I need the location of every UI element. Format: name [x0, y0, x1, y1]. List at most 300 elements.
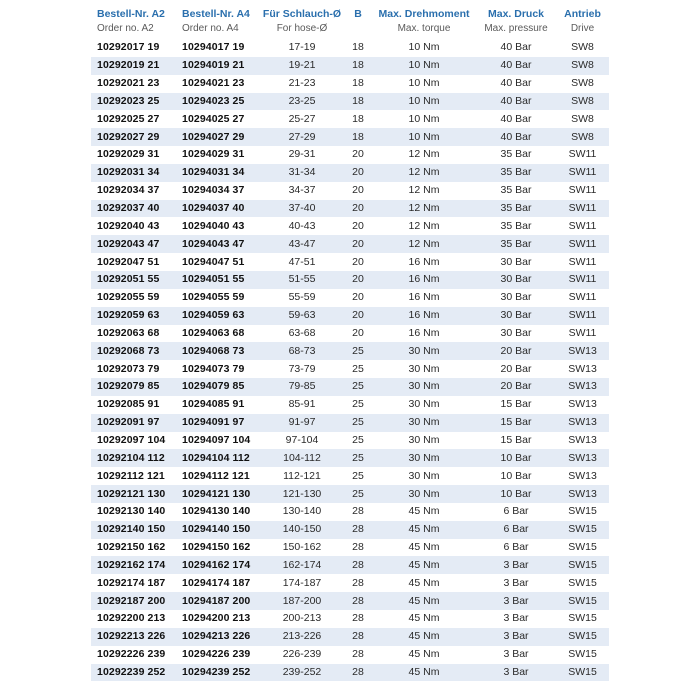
cell-hose-diameter: 213-226	[260, 628, 344, 646]
cell-max-torque: 30 Nm	[372, 467, 476, 485]
cell-order-no-a2: 10292029 31	[91, 146, 176, 164]
table-row	[91, 325, 609, 343]
cell-order-no-a4: 10294047 51	[176, 253, 260, 271]
cell-width-b: 18	[344, 110, 372, 128]
cell-order-no-a2: 10292162 174	[91, 556, 176, 574]
hose-clamp-spec-table	[91, 0, 609, 681]
cell-width-b: 20	[344, 182, 372, 200]
cell-order-no-a2: 10292034 37	[91, 182, 176, 200]
cell-max-pressure: 20 Bar	[476, 378, 556, 396]
header-order-a4-en: Order no. A4	[176, 21, 260, 39]
cell-width-b: 18	[344, 75, 372, 93]
cell-drive: SW11	[556, 271, 609, 289]
table-row	[91, 521, 609, 539]
cell-max-torque: 45 Nm	[372, 574, 476, 592]
table-row	[91, 342, 609, 360]
cell-max-torque: 10 Nm	[372, 93, 476, 111]
cell-max-torque: 45 Nm	[372, 556, 476, 574]
cell-drive: SW15	[556, 521, 609, 539]
cell-order-no-a4: 10294031 34	[176, 164, 260, 182]
cell-hose-diameter: 104-112	[260, 449, 344, 467]
cell-order-no-a2: 10292047 51	[91, 253, 176, 271]
cell-hose-diameter: 47-51	[260, 253, 344, 271]
cell-max-pressure: 6 Bar	[476, 503, 556, 521]
cell-width-b: 20	[344, 217, 372, 235]
cell-drive: SW13	[556, 432, 609, 450]
cell-order-no-a4: 10294200 213	[176, 610, 260, 628]
cell-max-pressure: 3 Bar	[476, 664, 556, 682]
cell-order-no-a2: 10292104 112	[91, 449, 176, 467]
cell-max-torque: 45 Nm	[372, 664, 476, 682]
cell-hose-diameter: 162-174	[260, 556, 344, 574]
cell-max-torque: 30 Nm	[372, 414, 476, 432]
cell-drive: SW15	[556, 503, 609, 521]
table-row	[91, 110, 609, 128]
table-row	[91, 485, 609, 503]
cell-max-pressure: 35 Bar	[476, 200, 556, 218]
cell-hose-diameter: 29-31	[260, 146, 344, 164]
cell-drive: SW8	[556, 39, 609, 57]
cell-order-no-a4: 10294055 59	[176, 289, 260, 307]
cell-drive: SW11	[556, 164, 609, 182]
cell-max-torque: 30 Nm	[372, 360, 476, 378]
cell-max-pressure: 10 Bar	[476, 467, 556, 485]
cell-width-b: 25	[344, 467, 372, 485]
cell-width-b: 25	[344, 360, 372, 378]
cell-max-torque: 45 Nm	[372, 610, 476, 628]
cell-order-no-a2: 10292140 150	[91, 521, 176, 539]
cell-order-no-a2: 10292017 19	[91, 39, 176, 57]
cell-max-torque: 30 Nm	[372, 485, 476, 503]
cell-width-b: 20	[344, 200, 372, 218]
table-row	[91, 449, 609, 467]
cell-drive: SW11	[556, 325, 609, 343]
cell-max-pressure: 20 Bar	[476, 342, 556, 360]
table-row	[91, 360, 609, 378]
cell-order-no-a2: 10292059 63	[91, 307, 176, 325]
cell-width-b: 25	[344, 378, 372, 396]
cell-drive: SW11	[556, 235, 609, 253]
cell-max-pressure: 35 Bar	[476, 217, 556, 235]
cell-width-b: 18	[344, 39, 372, 57]
cell-drive: SW15	[556, 664, 609, 682]
table-row	[91, 289, 609, 307]
cell-hose-diameter: 43-47	[260, 235, 344, 253]
cell-hose-diameter: 17-19	[260, 39, 344, 57]
cell-max-pressure: 30 Bar	[476, 253, 556, 271]
cell-width-b: 20	[344, 146, 372, 164]
cell-hose-diameter: 112-121	[260, 467, 344, 485]
header-hose-diameter-de: Für Schlauch-Ø	[260, 0, 344, 21]
cell-max-torque: 45 Nm	[372, 646, 476, 664]
cell-drive: SW8	[556, 93, 609, 111]
table-body	[91, 39, 609, 681]
cell-drive: SW8	[556, 75, 609, 93]
cell-order-no-a2: 10292063 68	[91, 325, 176, 343]
header-order-a4-de: Bestell-Nr. A4	[176, 0, 260, 21]
cell-max-pressure: 10 Bar	[476, 449, 556, 467]
cell-max-pressure: 10 Bar	[476, 485, 556, 503]
cell-max-pressure: 6 Bar	[476, 539, 556, 557]
cell-max-pressure: 40 Bar	[476, 39, 556, 57]
cell-drive: SW11	[556, 200, 609, 218]
cell-hose-diameter: 37-40	[260, 200, 344, 218]
header-max-pressure-de: Max. Druck	[476, 0, 556, 21]
cell-max-torque: 12 Nm	[372, 146, 476, 164]
cell-order-no-a4: 10294017 19	[176, 39, 260, 57]
cell-order-no-a4: 10294059 63	[176, 307, 260, 325]
cell-order-no-a2: 10292091 97	[91, 414, 176, 432]
cell-max-torque: 10 Nm	[372, 110, 476, 128]
header-row-english	[91, 21, 609, 39]
cell-width-b: 18	[344, 93, 372, 111]
cell-order-no-a4: 10294091 97	[176, 414, 260, 432]
header-width-b: B	[344, 0, 372, 21]
cell-max-torque: 30 Nm	[372, 378, 476, 396]
cell-drive: SW15	[556, 556, 609, 574]
cell-drive: SW13	[556, 449, 609, 467]
cell-max-pressure: 35 Bar	[476, 164, 556, 182]
cell-width-b: 20	[344, 235, 372, 253]
cell-max-torque: 45 Nm	[372, 628, 476, 646]
cell-width-b: 25	[344, 449, 372, 467]
cell-max-torque: 16 Nm	[372, 289, 476, 307]
cell-width-b: 20	[344, 164, 372, 182]
cell-width-b: 25	[344, 414, 372, 432]
header-drive-en: Drive	[556, 21, 609, 39]
cell-order-no-a2: 10292021 23	[91, 75, 176, 93]
cell-drive: SW11	[556, 253, 609, 271]
cell-width-b: 20	[344, 253, 372, 271]
cell-hose-diameter: 79-85	[260, 378, 344, 396]
cell-max-torque: 10 Nm	[372, 128, 476, 146]
cell-order-no-a4: 10294051 55	[176, 271, 260, 289]
cell-order-no-a4: 10294226 239	[176, 646, 260, 664]
cell-max-torque: 30 Nm	[372, 432, 476, 450]
cell-order-no-a2: 10292226 239	[91, 646, 176, 664]
cell-width-b: 20	[344, 271, 372, 289]
cell-order-no-a4: 10294140 150	[176, 521, 260, 539]
cell-order-no-a4: 10294104 112	[176, 449, 260, 467]
cell-hose-diameter: 150-162	[260, 539, 344, 557]
table-row	[91, 253, 609, 271]
cell-width-b: 28	[344, 503, 372, 521]
cell-order-no-a2: 10292097 104	[91, 432, 176, 450]
header-max-pressure-en: Max. pressure	[476, 21, 556, 39]
cell-drive: SW15	[556, 574, 609, 592]
cell-max-torque: 10 Nm	[372, 75, 476, 93]
cell-drive: SW13	[556, 396, 609, 414]
cell-order-no-a2: 10292019 21	[91, 57, 176, 75]
cell-order-no-a4: 10294019 21	[176, 57, 260, 75]
cell-max-torque: 45 Nm	[372, 592, 476, 610]
cell-drive: SW13	[556, 467, 609, 485]
cell-max-torque: 12 Nm	[372, 182, 476, 200]
cell-drive: SW11	[556, 289, 609, 307]
cell-width-b: 28	[344, 610, 372, 628]
table-row	[91, 200, 609, 218]
cell-max-torque: 30 Nm	[372, 396, 476, 414]
cell-max-pressure: 3 Bar	[476, 556, 556, 574]
cell-hose-diameter: 85-91	[260, 396, 344, 414]
table-row	[91, 646, 609, 664]
cell-order-no-a2: 10292040 43	[91, 217, 176, 235]
cell-max-torque: 12 Nm	[372, 217, 476, 235]
cell-width-b: 25	[344, 432, 372, 450]
cell-order-no-a4: 10294239 252	[176, 664, 260, 682]
cell-max-pressure: 6 Bar	[476, 521, 556, 539]
cell-order-no-a4: 10294150 162	[176, 539, 260, 557]
cell-drive: SW15	[556, 610, 609, 628]
cell-max-pressure: 15 Bar	[476, 414, 556, 432]
cell-order-no-a4: 10294213 226	[176, 628, 260, 646]
table-row	[91, 217, 609, 235]
cell-max-pressure: 35 Bar	[476, 146, 556, 164]
cell-max-torque: 10 Nm	[372, 57, 476, 75]
cell-order-no-a2: 10292121 130	[91, 485, 176, 503]
cell-max-torque: 16 Nm	[372, 271, 476, 289]
cell-hose-diameter: 130-140	[260, 503, 344, 521]
cell-drive: SW8	[556, 128, 609, 146]
cell-order-no-a2: 10292112 121	[91, 467, 176, 485]
cell-order-no-a2: 10292174 187	[91, 574, 176, 592]
cell-hose-diameter: 73-79	[260, 360, 344, 378]
cell-hose-diameter: 27-29	[260, 128, 344, 146]
cell-drive: SW8	[556, 110, 609, 128]
cell-order-no-a2: 10292239 252	[91, 664, 176, 682]
cell-hose-diameter: 63-68	[260, 325, 344, 343]
cell-drive: SW13	[556, 414, 609, 432]
cell-order-no-a4: 10294037 40	[176, 200, 260, 218]
cell-width-b: 28	[344, 556, 372, 574]
cell-order-no-a2: 10292187 200	[91, 592, 176, 610]
cell-max-torque: 45 Nm	[372, 521, 476, 539]
cell-order-no-a4: 10294121 130	[176, 485, 260, 503]
cell-max-pressure: 35 Bar	[476, 235, 556, 253]
table-row	[91, 75, 609, 93]
cell-order-no-a4: 10294079 85	[176, 378, 260, 396]
cell-max-pressure: 30 Bar	[476, 307, 556, 325]
cell-width-b: 20	[344, 289, 372, 307]
cell-order-no-a2: 10292130 140	[91, 503, 176, 521]
cell-order-no-a4: 10294043 47	[176, 235, 260, 253]
cell-order-no-a4: 10294063 68	[176, 325, 260, 343]
table-row	[91, 628, 609, 646]
cell-max-pressure: 3 Bar	[476, 592, 556, 610]
cell-order-no-a4: 10294029 31	[176, 146, 260, 164]
cell-max-pressure: 3 Bar	[476, 574, 556, 592]
cell-width-b: 28	[344, 646, 372, 664]
cell-order-no-a2: 10292055 59	[91, 289, 176, 307]
cell-max-pressure: 40 Bar	[476, 110, 556, 128]
cell-hose-diameter: 187-200	[260, 592, 344, 610]
header-hose-diameter-en: For hose-Ø	[260, 21, 344, 39]
table-row	[91, 539, 609, 557]
cell-drive: SW13	[556, 360, 609, 378]
cell-width-b: 25	[344, 485, 372, 503]
cell-order-no-a4: 10294073 79	[176, 360, 260, 378]
cell-drive: SW15	[556, 646, 609, 664]
cell-max-pressure: 30 Bar	[476, 271, 556, 289]
header-max-torque-de: Max. Drehmoment	[372, 0, 476, 21]
cell-order-no-a4: 10294025 27	[176, 110, 260, 128]
cell-order-no-a2: 10292079 85	[91, 378, 176, 396]
table-row	[91, 39, 609, 57]
cell-order-no-a2: 10292023 25	[91, 93, 176, 111]
cell-drive: SW11	[556, 217, 609, 235]
cell-order-no-a2: 10292043 47	[91, 235, 176, 253]
cell-drive: SW13	[556, 378, 609, 396]
table-row	[91, 57, 609, 75]
cell-hose-diameter: 40-43	[260, 217, 344, 235]
cell-order-no-a4: 10294068 73	[176, 342, 260, 360]
table-row	[91, 610, 609, 628]
cell-max-torque: 10 Nm	[372, 39, 476, 57]
table-header	[91, 0, 609, 39]
cell-order-no-a4: 10294162 174	[176, 556, 260, 574]
cell-hose-diameter: 34-37	[260, 182, 344, 200]
cell-drive: SW15	[556, 628, 609, 646]
table-row	[91, 396, 609, 414]
cell-max-torque: 16 Nm	[372, 307, 476, 325]
table-row	[91, 378, 609, 396]
table-row	[91, 503, 609, 521]
cell-drive: SW11	[556, 146, 609, 164]
table-row	[91, 664, 609, 682]
cell-hose-diameter: 97-104	[260, 432, 344, 450]
cell-width-b: 28	[344, 628, 372, 646]
cell-hose-diameter: 19-21	[260, 57, 344, 75]
spec-table-sheet	[91, 0, 609, 681]
cell-order-no-a4: 10294174 187	[176, 574, 260, 592]
cell-hose-diameter: 31-34	[260, 164, 344, 182]
table-row	[91, 271, 609, 289]
cell-max-torque: 12 Nm	[372, 235, 476, 253]
cell-max-pressure: 40 Bar	[476, 93, 556, 111]
cell-max-pressure: 15 Bar	[476, 432, 556, 450]
cell-order-no-a2: 10292068 73	[91, 342, 176, 360]
cell-hose-diameter: 68-73	[260, 342, 344, 360]
header-order-a2-en: Order no. A2	[91, 21, 176, 39]
cell-max-pressure: 15 Bar	[476, 396, 556, 414]
cell-order-no-a4: 10294040 43	[176, 217, 260, 235]
cell-order-no-a2: 10292025 27	[91, 110, 176, 128]
table-row	[91, 128, 609, 146]
cell-width-b: 20	[344, 307, 372, 325]
table-row	[91, 307, 609, 325]
cell-max-torque: 12 Nm	[372, 164, 476, 182]
cell-order-no-a4: 10294085 91	[176, 396, 260, 414]
cell-hose-diameter: 239-252	[260, 664, 344, 682]
cell-order-no-a4: 10294112 121	[176, 467, 260, 485]
cell-hose-diameter: 121-130	[260, 485, 344, 503]
cell-order-no-a4: 10294023 25	[176, 93, 260, 111]
cell-drive: SW13	[556, 485, 609, 503]
cell-max-pressure: 3 Bar	[476, 610, 556, 628]
cell-order-no-a4: 10294187 200	[176, 592, 260, 610]
cell-max-torque: 45 Nm	[372, 503, 476, 521]
table-row	[91, 592, 609, 610]
cell-max-torque: 45 Nm	[372, 539, 476, 557]
header-max-torque-en: Max. torque	[372, 21, 476, 39]
cell-max-pressure: 40 Bar	[476, 75, 556, 93]
cell-width-b: 18	[344, 128, 372, 146]
table-row	[91, 467, 609, 485]
cell-drive: SW11	[556, 307, 609, 325]
table-row	[91, 182, 609, 200]
cell-drive: SW13	[556, 342, 609, 360]
cell-max-torque: 30 Nm	[372, 342, 476, 360]
cell-max-pressure: 30 Bar	[476, 325, 556, 343]
cell-width-b: 18	[344, 57, 372, 75]
cell-drive: SW11	[556, 182, 609, 200]
header-drive-de: Antrieb	[556, 0, 609, 21]
cell-width-b: 28	[344, 539, 372, 557]
header-width-b-en	[344, 21, 372, 39]
cell-order-no-a2: 10292200 213	[91, 610, 176, 628]
cell-max-pressure: 35 Bar	[476, 182, 556, 200]
cell-width-b: 28	[344, 664, 372, 682]
cell-order-no-a2: 10292085 91	[91, 396, 176, 414]
cell-width-b: 28	[344, 592, 372, 610]
header-order-a2-de: Bestell-Nr. A2	[91, 0, 176, 21]
cell-order-no-a2: 10292073 79	[91, 360, 176, 378]
table-row	[91, 93, 609, 111]
table-row	[91, 164, 609, 182]
cell-hose-diameter: 91-97	[260, 414, 344, 432]
cell-max-torque: 16 Nm	[372, 253, 476, 271]
cell-hose-diameter: 226-239	[260, 646, 344, 664]
cell-width-b: 28	[344, 521, 372, 539]
cell-order-no-a4: 10294021 23	[176, 75, 260, 93]
cell-max-pressure: 30 Bar	[476, 289, 556, 307]
table-row	[91, 432, 609, 450]
cell-max-torque: 30 Nm	[372, 449, 476, 467]
cell-hose-diameter: 140-150	[260, 521, 344, 539]
table-row	[91, 556, 609, 574]
cell-max-pressure: 3 Bar	[476, 646, 556, 664]
cell-max-pressure: 40 Bar	[476, 128, 556, 146]
cell-order-no-a2: 10292027 29	[91, 128, 176, 146]
cell-hose-diameter: 51-55	[260, 271, 344, 289]
header-row-german	[91, 0, 609, 21]
cell-hose-diameter: 23-25	[260, 93, 344, 111]
cell-max-pressure: 20 Bar	[476, 360, 556, 378]
table-row	[91, 574, 609, 592]
cell-max-torque: 12 Nm	[372, 200, 476, 218]
cell-hose-diameter: 174-187	[260, 574, 344, 592]
cell-max-torque: 16 Nm	[372, 325, 476, 343]
cell-hose-diameter: 200-213	[260, 610, 344, 628]
table-row	[91, 146, 609, 164]
table-row	[91, 414, 609, 432]
cell-order-no-a2: 10292150 162	[91, 539, 176, 557]
cell-hose-diameter: 21-23	[260, 75, 344, 93]
cell-drive: SW15	[556, 539, 609, 557]
cell-width-b: 25	[344, 396, 372, 414]
cell-order-no-a2: 10292037 40	[91, 200, 176, 218]
cell-drive: SW15	[556, 592, 609, 610]
cell-width-b: 25	[344, 342, 372, 360]
cell-drive: SW8	[556, 57, 609, 75]
cell-max-pressure: 40 Bar	[476, 57, 556, 75]
cell-hose-diameter: 59-63	[260, 307, 344, 325]
cell-hose-diameter: 55-59	[260, 289, 344, 307]
cell-order-no-a2: 10292031 34	[91, 164, 176, 182]
cell-order-no-a4: 10294097 104	[176, 432, 260, 450]
cell-order-no-a4: 10294034 37	[176, 182, 260, 200]
cell-order-no-a2: 10292213 226	[91, 628, 176, 646]
